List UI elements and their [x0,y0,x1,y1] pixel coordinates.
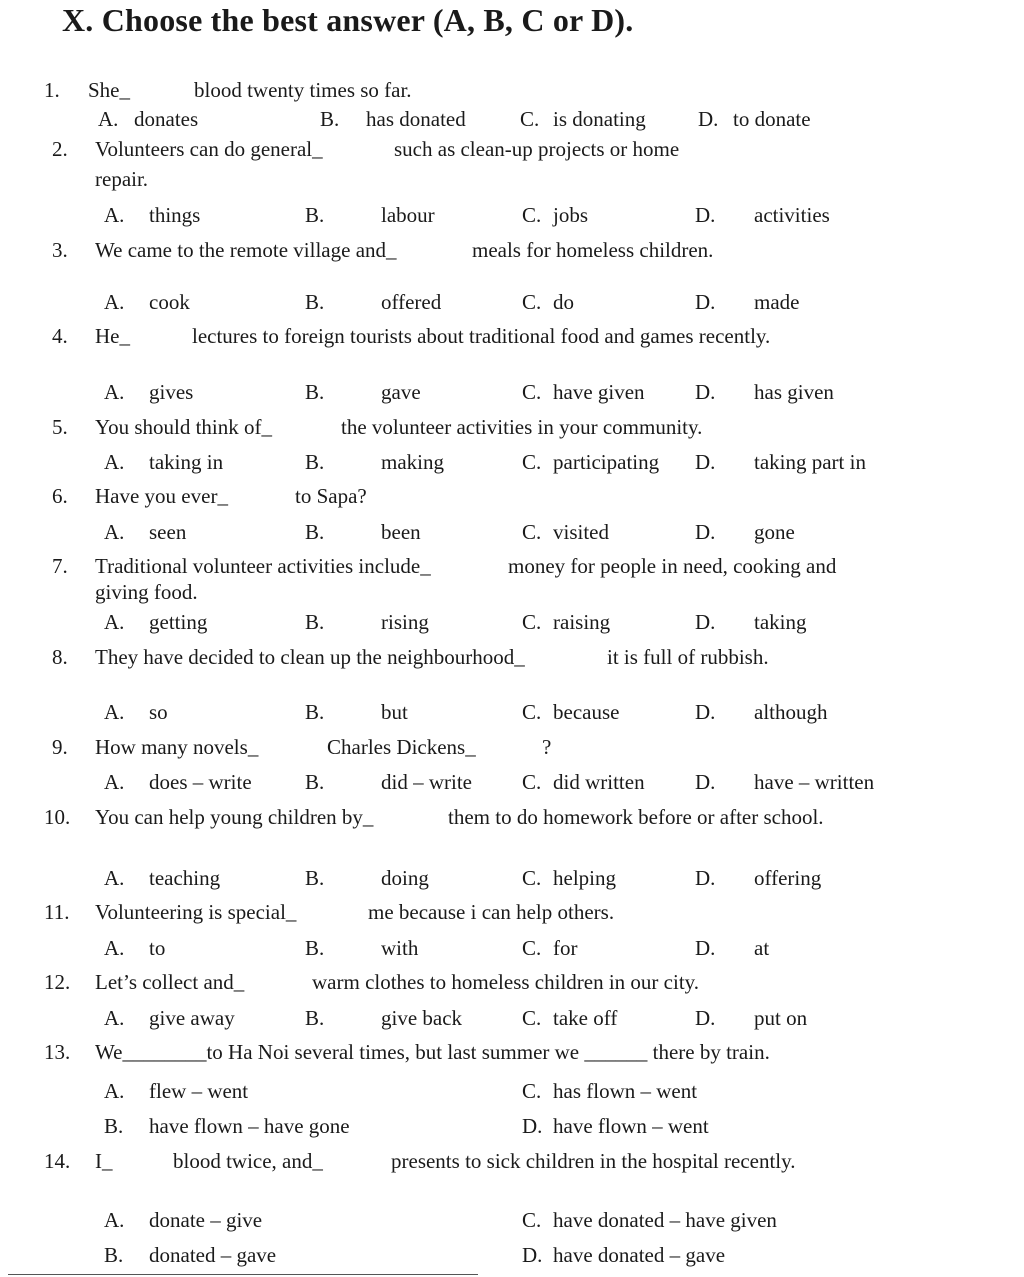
option-letter: C. [522,380,542,404]
option-letter: B. [305,520,325,544]
option-text: offered [381,290,442,314]
option-letter: B. [305,1006,325,1030]
option-text: has donated [366,107,466,131]
option-text: but [381,700,408,724]
question-stem-end: it is full of rubbish. [607,645,769,669]
option-text: put on [754,1006,808,1030]
option-letter: D. [695,700,716,724]
option-letter: D. [695,770,716,794]
option-letter: C. [522,203,542,227]
question-stem-end: lectures to foreign tourists about traditional food and games recently. [192,324,771,348]
option-letter: D. [698,107,719,131]
question-stem: You can help young children by_ [95,805,374,829]
option-text: although [754,700,828,724]
question-stem: They have decided to clean up the neighbourhood_ [95,645,525,669]
option-text: to donate [733,107,811,131]
option-text: do [553,290,574,314]
option-letter: B. [305,936,325,960]
question-number: 14. [44,1149,71,1173]
option-letter: A. [104,1079,125,1103]
option-text: gave [381,380,421,404]
option-text: so [149,700,168,724]
option-letter: B. [104,1114,124,1138]
question-stem-end: them to do homework before or after school. [448,805,824,829]
option-text: activities [754,203,830,227]
option-text: seen [149,520,187,544]
question-number: 9. [52,735,68,759]
question-stem: You should think of_ [95,415,272,439]
option-letter: C. [522,866,542,890]
option-text: things [149,203,201,227]
option-letter: C. [522,520,542,544]
option-text: with [381,936,419,960]
question-stem-middle: blood twice, and_ [173,1149,323,1173]
question-stem: I_ [95,1149,113,1173]
option-letter: D. [695,610,716,634]
option-letter: B. [305,203,325,227]
option-text: give away [149,1006,235,1030]
question-number: 6. [52,484,68,508]
question-stem-continued: giving food. [95,580,198,604]
option-letter: A. [104,520,125,544]
option-letter: C. [522,1006,542,1030]
option-letter: C. [522,290,542,314]
question-stem-end: such as clean-up projects or home [394,137,680,161]
option-letter: C. [522,610,542,634]
option-letter: A. [104,866,125,890]
question-stem-end: to Sapa? [295,484,367,508]
option-text: jobs [553,203,589,227]
option-text: give back [381,1006,463,1030]
option-text: did – write [381,770,472,794]
option-text: raising [553,610,611,634]
option-letter: B. [305,866,325,890]
option-letter: C. [522,1079,542,1103]
question-stem-end: money for people in need, cooking and [508,554,837,578]
question-number: 11. [44,900,70,924]
option-text: taking in [149,450,224,474]
option-letter: A. [104,610,125,634]
option-text: made [754,290,800,314]
question-stem: We came to the remote village and_ [95,238,397,262]
option-text: donated – gave [149,1243,277,1267]
question-stem: She_ [88,78,130,102]
option-letter: D. [695,203,716,227]
option-letter: D. [695,866,716,890]
option-letter: C. [520,107,540,131]
option-text: has given [754,380,834,404]
question-stem: He_ [95,324,130,348]
question-stem-end: ? [542,735,552,759]
option-text: at [754,936,770,960]
option-letter: A. [104,1006,125,1030]
option-text: participating [553,450,660,474]
option-text: cook [149,290,190,314]
option-letter: D. [522,1114,543,1138]
question-number: 1. [44,78,60,102]
option-letter: B. [104,1243,124,1267]
question-stem-end: me because i can help others. [368,900,615,924]
question-stem-middle: Charles Dickens_ [327,735,476,759]
question-stem: Traditional volunteer activities include_ [95,554,431,578]
question-number: 3. [52,238,68,262]
option-letter: B. [305,450,325,474]
option-letter: B. [305,290,325,314]
option-text: gives [149,380,194,404]
option-text: teaching [149,866,221,890]
option-text: donate – give [149,1208,263,1232]
question-number: 4. [52,324,68,348]
question-stem: Have you ever_ [95,484,228,508]
option-text: have donated – have given [553,1208,777,1232]
exercise-heading: X. Choose the best answer (A, B, C or D). [62,2,634,38]
option-text: have flown – have gone [149,1114,350,1138]
option-text: for [553,936,578,960]
question-number: 10. [44,805,71,829]
option-text: take off [553,1006,618,1030]
question-number: 12. [44,970,71,994]
option-text: been [381,520,421,544]
option-text: gone [754,520,795,544]
question-number: 2. [52,137,68,161]
question-number: 13. [44,1040,71,1064]
option-letter: A. [104,936,125,960]
question-number: 8. [52,645,68,669]
option-letter: C. [522,1208,542,1232]
option-text: visited [553,520,609,544]
option-letter: C. [522,450,542,474]
question-stem-continued: repair. [95,167,149,191]
option-letter: C. [522,936,542,960]
option-letter: A. [104,450,125,474]
option-letter: B. [305,770,325,794]
option-text: doing [381,866,429,890]
option-text: rising [381,610,429,634]
option-text: labour [381,203,435,227]
option-letter: D. [695,290,716,314]
option-letter: D. [695,936,716,960]
option-text: getting [149,610,208,634]
option-letter: D. [695,450,716,474]
option-letter: B. [320,107,340,131]
question-stem-end: meals for homeless children. [472,238,714,262]
question-stem: Let’s collect and_ [95,970,245,994]
question-stem-end: presents to sick children in the hospital recently. [391,1149,796,1173]
option-text: have donated – gave [553,1243,726,1267]
option-letter: A. [98,107,119,131]
option-text: offering [754,866,822,890]
option-letter: B. [305,380,325,404]
option-text: donates [134,107,199,131]
option-letter: A. [104,380,125,404]
option-text: flew – went [149,1079,249,1103]
option-text: to [149,936,166,960]
option-text: have given [553,380,645,404]
option-letter: D. [695,380,716,404]
question-stem: How many novels_ [95,735,259,759]
option-letter: A. [104,1208,125,1232]
option-text: making [381,450,444,474]
option-text: is donating [553,107,646,131]
option-letter: D. [695,520,716,544]
option-text: taking [754,610,807,634]
option-letter: B. [305,610,325,634]
option-text: did written [553,770,645,794]
bottom-divider [8,1274,478,1275]
option-text: does – write [149,770,252,794]
option-text: helping [553,866,616,890]
option-text: have – written [754,770,875,794]
question-number: 7. [52,554,68,578]
question-stem-end: blood twenty times so far. [194,78,412,102]
option-letter: A. [104,700,125,724]
question-stem-end: the volunteer activities in your community. [341,415,703,439]
option-letter: A. [104,290,125,314]
question-number: 5. [52,415,68,439]
option-letter: C. [522,770,542,794]
option-text: have flown – went [553,1114,709,1138]
question-stem: We________to Ha Noi several times, but last summer we ______ there by train. [95,1040,770,1064]
option-letter: A. [104,203,125,227]
option-letter: C. [522,700,542,724]
option-letter: B. [305,700,325,724]
option-letter: D. [695,1006,716,1030]
option-text: has flown – went [553,1079,698,1103]
option-text: taking part in [754,450,866,474]
option-letter: D. [522,1243,543,1267]
option-text: because [553,700,620,724]
option-letter: A. [104,770,125,794]
question-stem: Volunteering is special_ [95,900,297,924]
question-stem-end: warm clothes to homeless children in our city. [312,970,700,994]
question-stem: Volunteers can do general_ [95,137,323,161]
